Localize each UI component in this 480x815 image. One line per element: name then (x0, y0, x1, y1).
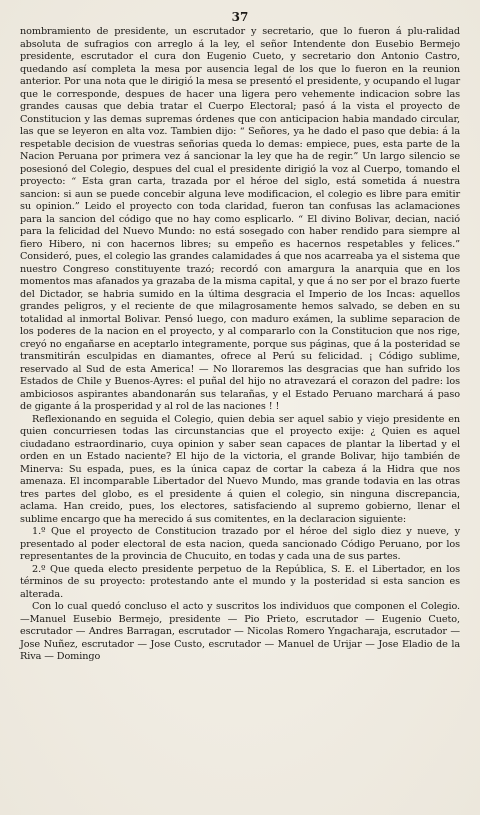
document-body (20, 26, 460, 664)
paragraph-3: 1.º Que el proyecto de Constitucion trazado por el héroe del siglo diez y nueve, y presentado al poder electoral de esta nacion, queda sancionado Código Peruano, por los representantes de la provincia de Chucuito, en todas y cada una de sus partes. (20, 526, 460, 562)
paragraph-5: Con lo cual quedó concluso el acto y suscritos los individuos que componen el Colegio. —Manuel Eusebio Bermejo, presidente — Pio Prieto, escrutador — Eugenio Cueto, escrutador — Andres Barragan, escrutador — Nicolas Romero Yngacharaja, escrutador — Jose Nuñez, escrutador — Jose Custo, escrutador — Manuel de Urijar — Jose Eladio de la Riva — Domingo (20, 601, 460, 662)
page-number: 37 (231, 10, 249, 24)
paragraph-1: nombramiento de presidente, un escrutador y secretario, que lo fueron á plu-ralidad absoluta de sufragios con arreglo á la ley, el señor Intendente don Eusebio Bermejo presidente, escrutador el cura don Eugenio Cueto, y secretario don Antonio Castro, quedando así completa la mesa por ausencia legal de los que lo fueron en la reunion anterior. Por una nota que le dirigió la mesa se presentó el presidente, y ocupando el lugar que le corresponde, despues de hacer una ligera pero vehemente indicacion sobre las grandes causas que debia tratar el Cuerpo Electoral; pasó á la vista el proyecto de Constitucion y las demas supremas órdenes que con anticipacion habia mandado circular, las que se leyeron en alta voz. Tambien dijo: “ Señores, ya he dado el paso que debia: á la respetable decision de vuestras señorias queda lo demas: empiece, pues, esta parte de la Nacion Peruana por primera vez á sancionar la ley que ha de regir.” Un largo silencio se posesionó del Colegio, despues del cual el presidente dirigió la voz al Cuerpo, tomando el proyecto: “ Esta gran carta, trazada por el héroe del siglo, está sometida á nuestra sancion: si aun se puede concebir alguna leve modificacion, el colegio es libre para emitir su opinion.” Leido el proyecto con toda claridad, fueron tan confusas las aclamaciones para la sancion del código que no hay como esplicarlo. “ El divino Bolivar, decian, nació para la felicidad del Nuevo Mundo: no está sosegado con haber rendido para siempre al fiero Hibero, ni con hacernos libres; su empeño es hacernos respetables y felices.” Consideró, pues, el colegio las grandes calamidades á que nos acarreaba ya el sistema que nuestro Congreso constituyente trazó; recordó con amargura la anarquia que en los momentos mas afanados ya grazaba de la misma capital, y que á no ser por el brazo fuerte del Dictador, se habria sumido en la última desgracia el Imperio de los Incas: aquellos grandes peligros, y el reciente de que milagrosamente hemos salvado, se deben en su totalidad al inmortal Bolivar. Pensó luego, con maduro exámen, la sublime separacion de los poderes de la nacion en el proyecto, y al compararlo con la Constitucion que nos rige, creyó no engañarse en aceptarlo integramente, porque sus páginas, que á la posteridad se transmitirán esculpidas en diamantes, ofrece al Perú su felicidad. ¡ Código sublime, reservado al Sud de esta America! — No lloraremos las desgracias que han sufrido los Estados de Chile y Buenos-Ayres: el puñal del hijo no atravezará el corazon del padre: los ambiciosos aspirantes abandonarán sus telarañas, y el Estado Peruano marchará á paso de gigante á la prosperidad y al rol de las naciones ! ! (20, 26, 460, 412)
paragraph-4: 2.º Que queda electo presidente perpetuo de la República, S. E. el Libertador, en los términos de su proyecto: protestando ante el mundo y la posteridad si esta sancion es alterada. (20, 563, 460, 600)
paragraph-2: Reflexionando en seguida el Colegio, quien debia ser aquel sabio y viejo presidente en quien concurriesen todas las circunstancias que el proyecto exije: ¿ Quien es aquel ciudadano estraordinario, cuya opinion y saber sean capaces de plantar la libertad y el orden en un Estado naciente? El hijo de la victoria, el grande Bolivar, hijo también de Minerva: Su espada, pues, es la única capaz de cortar la cabeza á la Hidra que nos amenaza. El incomparable Libertador del Nuevo Mundo, mas grande todavia en las otras tres partes del globo, es el presidente á quien el colegio, sin ninguna discrepancia, aclama. Han creido, pues, los electores, satisfaciendo al supremo gobierno, llenar el sublime encargo que ha merecido á sus comitentes, en la declaracion siguiente: (20, 413, 460, 525)
